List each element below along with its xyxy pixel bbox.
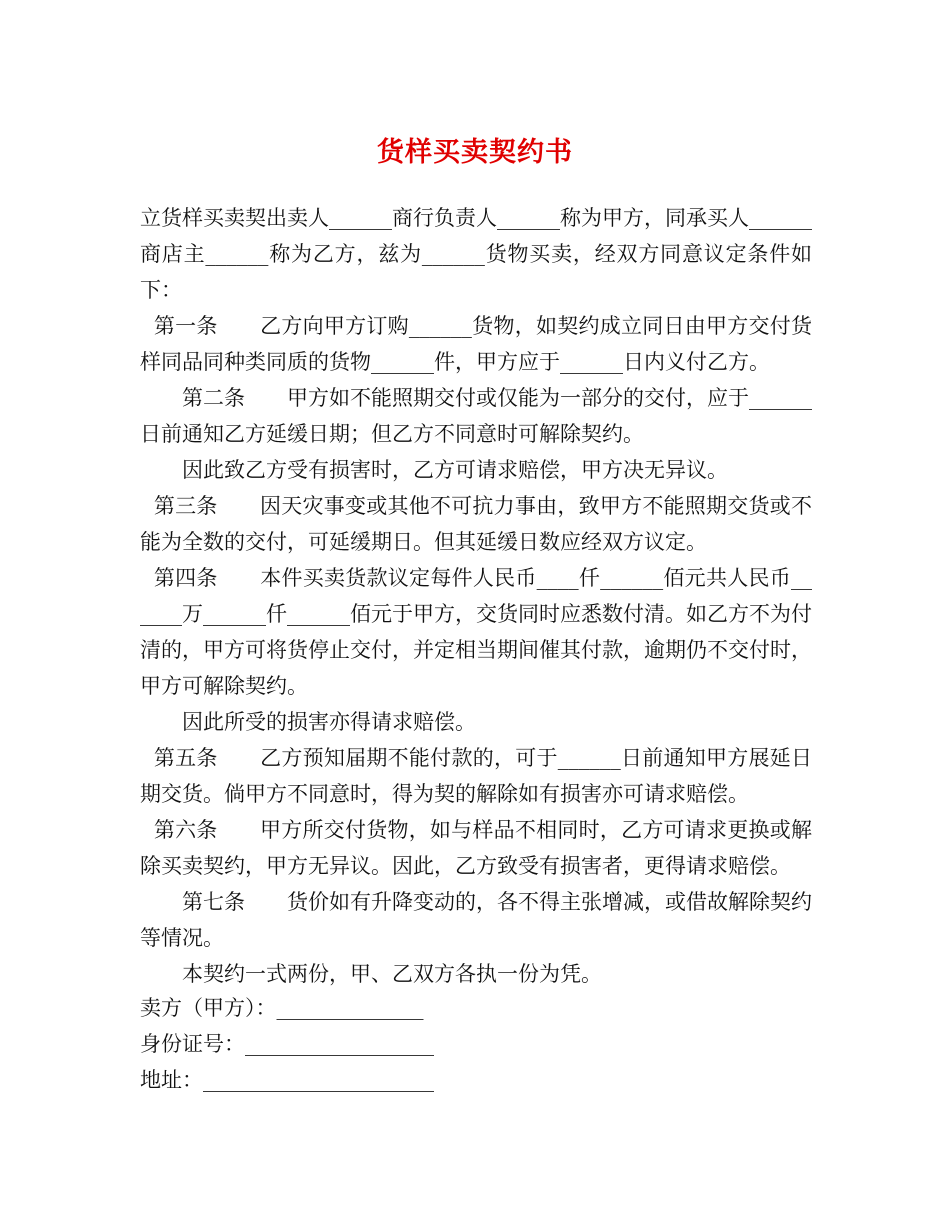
contract-paragraph: 因此所受的损害亦得请求赔偿。 [140,710,476,734]
contract-paragraph: 第五条 乙方预知届期不能付款的，可于______日前通知甲方展延日期交货。倘甲方不同意时，得为契的解除如有损害亦可请求赔偿。 [140,746,813,806]
signature-block [140,990,812,1098]
contract-paragraph: 第四条 本件买卖货款议定每件人民币____仟______佰元共人民币______万______仟______佰元于甲方，交货同时应悉数付清。如乙方不为付清的，甲方可将货停止交付，并定相当期间催其付款，逾期仍不交付时，甲方可解除契约。 [140,566,813,698]
contract-paragraph: 本契约一式两份，甲、乙双方各执一份为凭。 [140,962,602,986]
signature-line-address: 地址：______________________ [140,1068,434,1092]
contract-paragraph: 第二条 甲方如不能照期交付或仅能为一部分的交付，应于______日前通知乙方延缓日期；但乙方不同意时可解除契约。 [140,386,812,446]
contract-paragraph: 因此致乙方受有损害时，乙方可请求赔偿，甲方决无异议。 [140,458,728,482]
contract-paragraph: 立货样买卖契出卖人______商行负责人______称为甲方，同承买人______商店主______称为乙方，兹为______货物买卖，经双方同意议定条件如下： [140,206,812,302]
contract-paragraph: 第七条 货价如有升降变动的，各不得主张增减，或借故解除契约等情况。 [140,890,812,950]
contract-paragraph: 第一条 乙方向甲方订购______货物，如契约成立同日由甲方交付货样同品同种类同质的货物______件，甲方应于______日内义付乙方。 [140,314,813,374]
signature-line-seller: 卖方（甲方）：______________ [140,996,424,1020]
signature-line-id-number: 身份证号：__________________ [140,1032,434,1056]
document-title: 货样买卖契约书 [377,137,573,168]
contract-paragraph: 第三条 因天灾事变或其他不可抗力事由，致甲方不能照期交货或不能为全数的交付，可延缓期日。但其延缓日数应经双方议定。 [140,494,812,554]
contract-paragraph: 第六条 甲方所交付货物，如与样品不相同时，乙方可请求更换或解除买卖契约，甲方无异议。因此，乙方致受有损害者，更得请求赔偿。 [140,818,812,878]
contract-body [140,200,812,992]
